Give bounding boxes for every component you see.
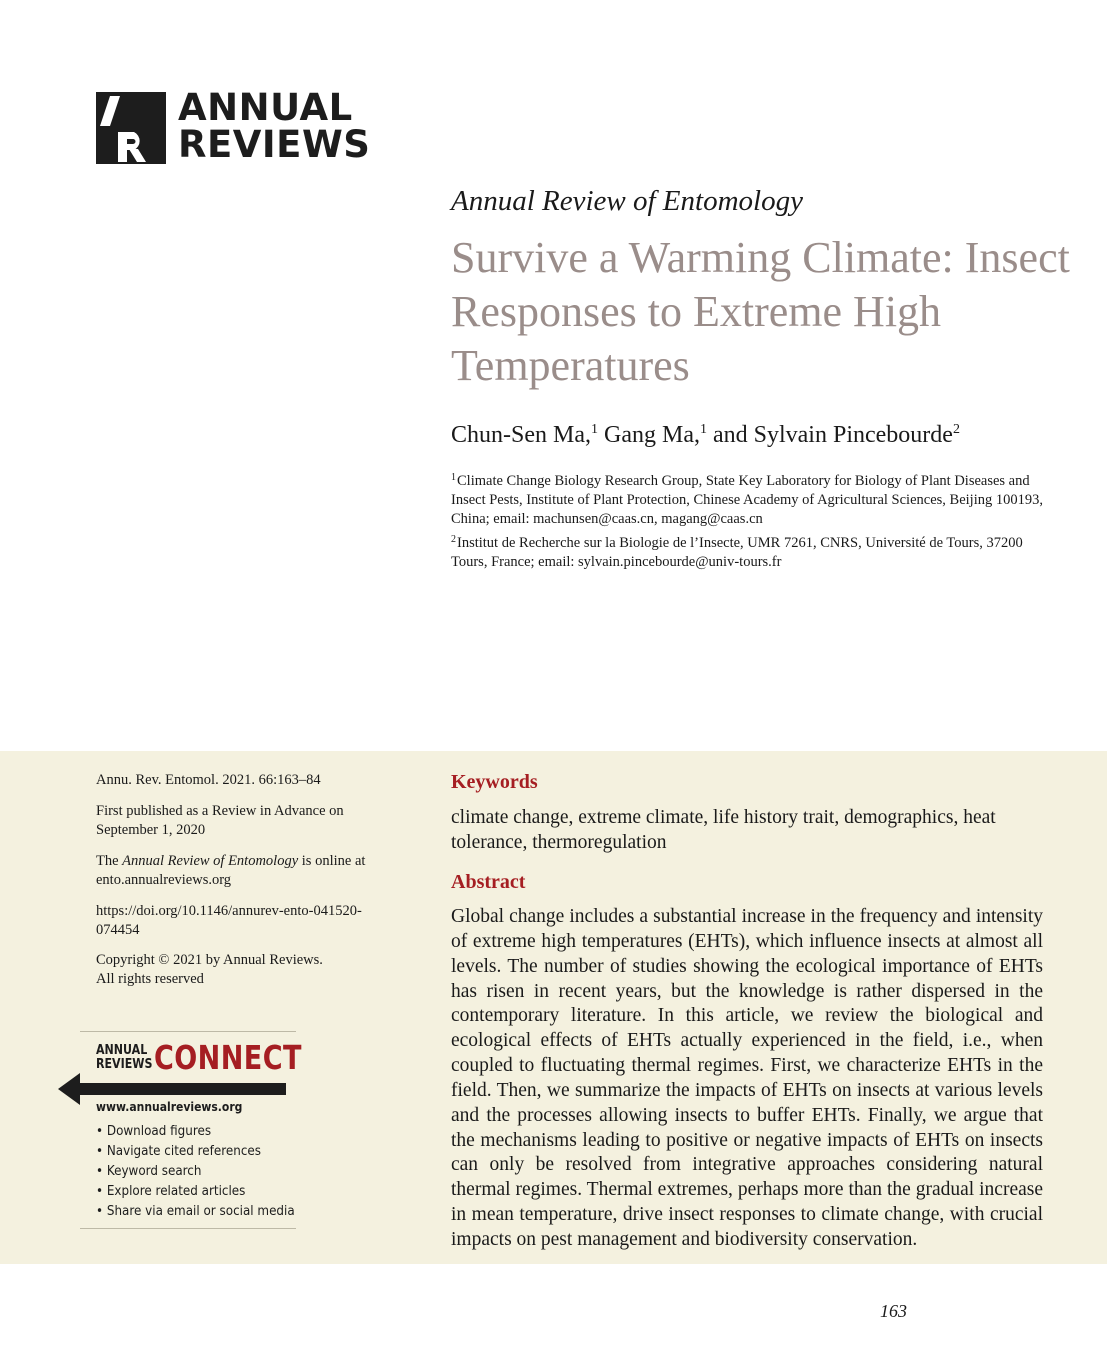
- connect-brand: [96, 1043, 153, 1072]
- page-number: 163: [880, 1301, 907, 1321]
- annual-reviews-logo: [96, 86, 371, 166]
- author-list: [451, 422, 1091, 449]
- citation: Annu. Rev. Entomol. 2021. 66:163–84: [96, 772, 321, 788]
- article-title: Survive a Warming Climate: Insect Responses to Extreme High Temperatures: [451, 233, 1070, 390]
- annual-reviews-connect: [80, 1031, 302, 1229]
- affiliation-text: Institut de Recherche sur la Biologie de l’Insecte, UMR 7261, CNRS, Université de Tours, 37200 Tours, France; email: sylvain.pincebourde@univ-tours.fr: [451, 535, 1023, 570]
- connect-reviews: REVIEWS: [96, 1057, 153, 1072]
- abstract-text: Global change includes a substantial increase in the frequency and intensity of extreme high temperatures (EHTs), which influence insects at almost all levels. The number of studies showing the ecological importance of EHTs has risen in recent years, but the knowledge is rather dispersed in the contemporary literature. In this article, we review the biological and ecological effects of EHTs actually experienced in the field, i.e., when coupled to fluctuating thermal regimes. First, we characterize EHTs in the field. Then, we summarize the impacts of EHTs on insects at various levels and the processes allowing insects to buffer EHTs. Finally, we argue that the mechanisms leading to positive or negative impacts of EHTs on insects can only be resolved from integrative approaches considering natural thermal regimes. Thermal extremes, perhaps more than the gradual increase in mean temperature, drive insect responses to climate change, with crucial impacts on pest management and biodiversity conservation.: [451, 906, 1043, 1250]
- list-item: • Share via email or social media: [96, 1204, 295, 1219]
- author-name: Gang Ma,: [604, 422, 700, 448]
- author-name: and Sylvain Pincebourde: [712, 422, 953, 448]
- affiliation: [451, 530, 1051, 572]
- online-pre: The: [96, 853, 123, 869]
- list-item: • Download figures: [96, 1124, 212, 1139]
- connect-features: [96, 1122, 296, 1222]
- connect-annual: ANNUAL: [96, 1043, 148, 1058]
- copyright: [96, 951, 396, 989]
- affiliation: [451, 468, 1051, 529]
- affiliation-marker: 1: [451, 472, 456, 483]
- doi-link[interactable]: https://doi.org/10.1146/annurev-ento-041520-074454: [96, 903, 362, 938]
- list-item: • Keyword search: [96, 1164, 202, 1179]
- ar-logo-icon: [96, 92, 166, 164]
- online-post: is online at ento.annualreviews.org: [96, 853, 366, 888]
- logo-wordmark: [178, 86, 373, 166]
- keywords-heading: Keywords: [451, 771, 538, 793]
- connect-url[interactable]: www.annualreviews.org: [96, 1100, 243, 1114]
- affiliation-text: Climate Change Biology Research Group, State Key Laboratory for Biology of Plant Diseases and Insect Pests, Institute of Plant Protection, Chinese Academy of Agricultural Sciences, Beijing 100193, China; email: machunsen@caas.cn, magang@caas.cn: [451, 473, 1043, 527]
- online-availability: [96, 852, 396, 890]
- affiliation-marker: 2: [451, 534, 456, 545]
- copyright-line: Copyright © 2021 by Annual Reviews.: [96, 952, 323, 968]
- list-item: • Explore related articles: [96, 1184, 246, 1199]
- author-affil-marker: 1: [699, 422, 707, 437]
- logo-line-2: REVIEWS: [178, 123, 371, 166]
- author-affil-marker: 1: [591, 422, 598, 437]
- keywords-text: climate change, extreme climate, life history trait, demographics, heat tolerance, thermoregulation: [451, 807, 996, 853]
- author-name: Chun-Sen Ma,: [451, 422, 591, 448]
- author-affil-marker: 2: [952, 422, 960, 437]
- logo-line-1: ANNUAL: [178, 86, 353, 129]
- connect-title: CONNECT: [154, 1038, 302, 1077]
- online-journal: Annual Review of Entomology: [122, 853, 299, 869]
- first-published: First published as a Review in Advance on September 1, 2020: [96, 803, 344, 838]
- journal-name: Annual Review of Entomology: [451, 185, 803, 217]
- list-item: • Navigate cited references: [96, 1144, 261, 1159]
- abstract-heading: Abstract: [451, 871, 526, 893]
- rights-line: All rights reserved: [96, 971, 204, 987]
